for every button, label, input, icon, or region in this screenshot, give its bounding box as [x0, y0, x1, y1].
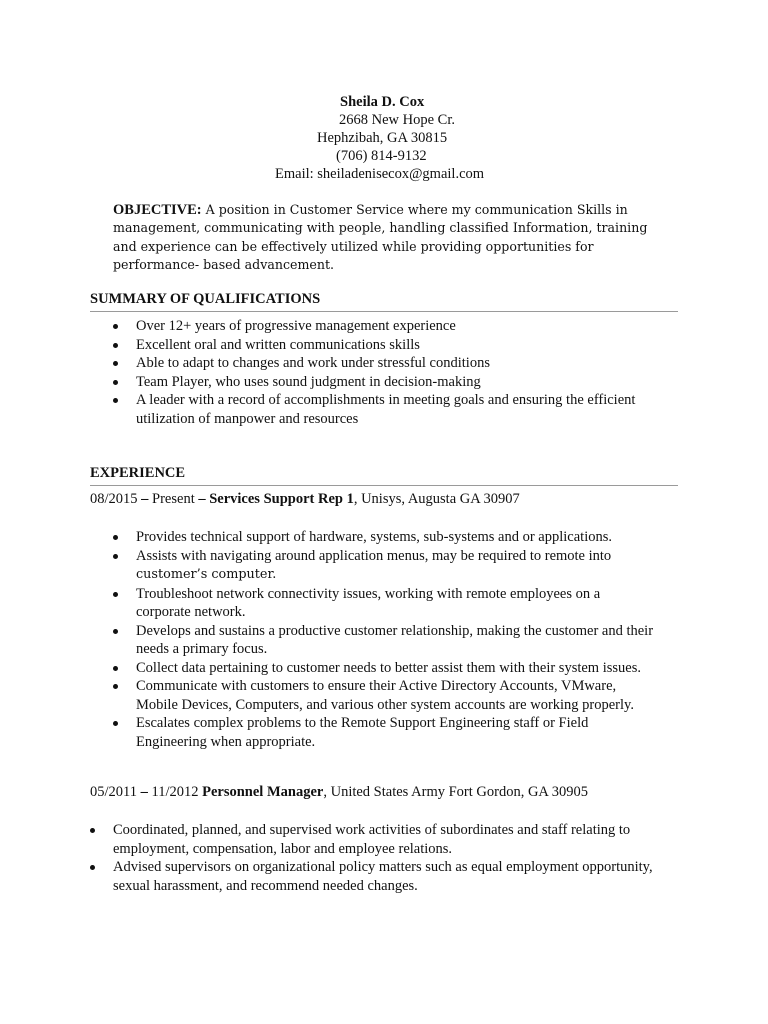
job2-start-date: 05/2011 [90, 784, 141, 800]
job2-duties-list [90, 821, 682, 895]
list-item: Troubleshoot network connectivity issues, working with remote employees on a corporate network. [113, 585, 678, 622]
job1-start-date: 08/2015 [90, 491, 142, 507]
email-address: Email: sheiladenisecox@gmail.com [275, 166, 485, 182]
duty-text-tail: customer’s computer. [136, 567, 277, 582]
job1-dash: – [141, 491, 153, 507]
list-item: Able to adapt to changes and work under stressful conditions [113, 354, 673, 373]
objective-label: OBJECTIVE: [113, 202, 202, 218]
list-item: Coordinated, planned, and supervised work activities of subordinates and staff relating to employment, compensation, labor and employee relations. [90, 821, 682, 858]
summary-title: SUMMARY OF QUALIFICATIONS [90, 291, 321, 307]
qualifications-list [113, 317, 673, 428]
experience-divider [90, 485, 678, 486]
list-item: Collect data pertaining to customer needs to better assist them with their system issues. [113, 659, 678, 678]
job2-dash: – [140, 784, 152, 800]
list-item: Team Player, who uses sound judgment in decision-making [113, 373, 673, 392]
objective-paragraph [113, 201, 673, 275]
list-item: Excellent oral and written communications skills [113, 336, 673, 355]
job1-employer: , Unisys, Augusta GA 30907 [353, 491, 520, 507]
list-item: Communicate with customers to ensure their Active Directory Accounts, VMware, Mobile Devices, Computers, and various other system accounts are working properly. [113, 677, 678, 714]
list-item: Advised supervisors on organizational policy matters such as equal employment opportunity, sexual harassment, and recommend needed changes. [90, 858, 682, 895]
candidate-name: Sheila D. Cox [340, 94, 425, 110]
job2-employer: , United States Army Fort Gordon, GA 30905 [323, 784, 588, 800]
duty-text: Assists with navigating around application menus, may be required to remote into [136, 547, 612, 564]
list-item: Develops and sustains a productive customer relationship, making the customer and their needs a primary focus. [113, 622, 678, 659]
job1-end-date: Present [152, 491, 199, 507]
job1-heading [90, 490, 520, 509]
street-address: 2668 New Hope Cr. [339, 112, 455, 128]
job2-heading [90, 783, 588, 802]
job1-role: Services Support Rep 1 [209, 491, 354, 507]
job2-end-date: 11/2012 [151, 784, 203, 800]
objective-text: A position in Customer Service where my communication Skills in management, communicating with people, handling classified Information, training and experience can be effectively utilized while providing opportunities for performance- based advancement. [113, 202, 648, 273]
list-item [113, 547, 678, 585]
experience-title: EXPERIENCE [90, 465, 186, 481]
job1-dash-2: – [198, 491, 210, 507]
list-item: Over 12+ years of progressive management experience [113, 317, 673, 336]
list-item: Provides technical support of hardware, systems, sub-systems and or applications. [113, 528, 678, 547]
summary-divider [90, 311, 678, 312]
job2-role: Personnel Manager [202, 784, 324, 800]
list-item: A leader with a record of accomplishments in meeting goals and ensuring the efficient utilization of manpower and resources [113, 391, 673, 428]
city-state-zip: Hephzibah, GA 30815 [317, 130, 448, 146]
job1-duties-list [113, 528, 678, 751]
list-item: Escalates complex problems to the Remote Support Engineering staff or Field Engineering when appropriate. [113, 714, 678, 751]
phone-number: (706) 814-9132 [336, 148, 427, 164]
